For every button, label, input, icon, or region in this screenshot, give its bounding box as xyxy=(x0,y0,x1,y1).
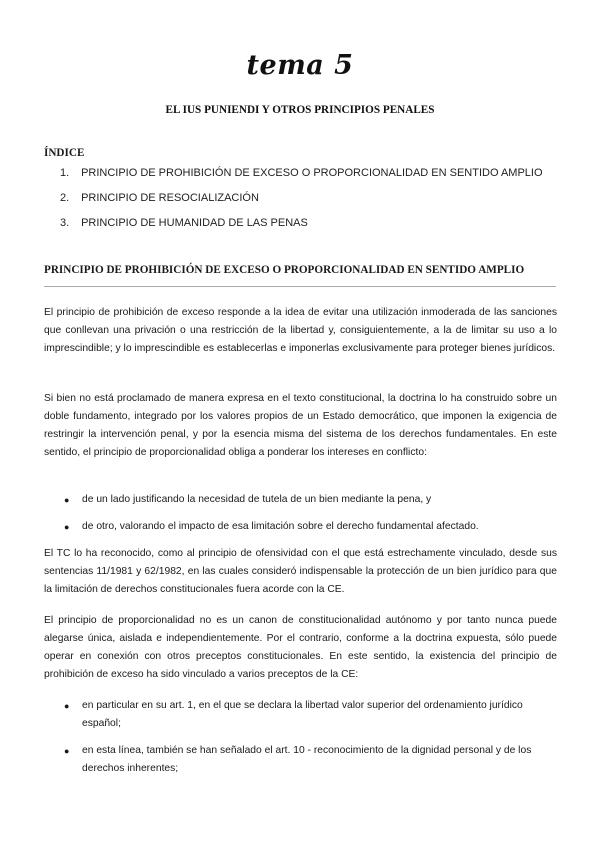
paragraph: El TC lo ha reconocido, como al principio de ofensividad con el que está estrechamente vinculado, desde sus sentencias 11/1981 y 62/1982, en las cuales consideró indispensable la protección de un bien jurídico para que la limitación de derechos constitucionales fuera acorde con la CE. xyxy=(44,548,557,595)
bullet-text: de otro, valorando el impacto de esa limitación sobre el derecho fundamental afectado. xyxy=(82,521,479,532)
paragraph: El principio de prohibición de exceso responde a la idea de evitar una utilización inmoderada de las sanciones que conllevan una privación o una restricción de la libertad y, consiguientemente, a la de limitar su uso a lo imprescindible; y lo imprescindible es establecerlas e imponerlas exclusivamente para proteger bienes jurídicos. xyxy=(44,307,557,354)
bullet-dot-icon: ● xyxy=(64,522,70,532)
toc-number: 3. xyxy=(60,217,70,229)
bullet-text: en esta línea, también se han señalado el art. 10 - reconocimiento de la dignidad personal y de los derechos inherentes; xyxy=(82,745,532,774)
bullet-item xyxy=(64,518,557,536)
heading-divider xyxy=(44,286,556,287)
table-of-contents xyxy=(60,167,560,242)
toc-item xyxy=(60,192,560,217)
topic-title: tema 5 xyxy=(246,50,354,81)
toc-number: 1. xyxy=(60,167,70,179)
toc-label: PRINCIPIO DE HUMANIDAD DE LAS PENAS xyxy=(81,217,308,229)
document-subtitle: EL IUS PUNIENDI Y OTROS PRINCIPIOS PENALES xyxy=(165,104,435,116)
bullet-dot-icon: ● xyxy=(64,701,70,711)
bullet-item xyxy=(64,697,557,733)
bullet-text: en particular en su art. 1, en el que se declara la libertad valor superior del ordenamiento jurídico español; xyxy=(82,700,523,729)
index-title: ÍNDICE xyxy=(44,147,85,159)
bullet-item xyxy=(64,742,557,778)
toc-label: PRINCIPIO DE RESOCIALIZACIÓN xyxy=(81,192,259,204)
toc-number: 2. xyxy=(60,192,70,204)
bullet-dot-icon: ● xyxy=(64,746,70,756)
toc-item xyxy=(60,167,560,192)
section-heading: PRINCIPIO DE PROHIBICIÓN DE EXCESO O PROPORCIONALIDAD EN SENTIDO AMPLIO xyxy=(44,264,525,276)
paragraph: Si bien no está proclamado de manera expresa en el texto constitucional, la doctrina lo ha construido sobre un doble fundamento, integrado por los valores propios de un Estado democrático, que imponen la exigencia de restringir la intervención penal, y por la esencia misma del sistema de los derechos fundamentales. En este sentido, el principio de proporcionalidad obliga a ponderar los intereses en conflicto: xyxy=(44,393,557,458)
toc-item xyxy=(60,217,560,242)
bullet-item xyxy=(64,491,557,509)
bullet-dot-icon: ● xyxy=(64,495,70,505)
toc-label: PRINCIPIO DE PROHIBICIÓN DE EXCESO O PROPORCIONALIDAD EN SENTIDO AMPLIO xyxy=(81,167,543,179)
bullet-text: de un lado justificando la necesidad de tutela de un bien mediante la pena, y xyxy=(82,494,432,505)
paragraph: El principio de proporcionalidad no es un canon de constitucionalidad autónomo y por tanto nunca puede alegarse única, aislada e independientemente. Por el contrario, conforme a la doctrina expuesta, sólo puede operar en conexión con otros preceptos constitucionales. En este sentido, la existencia del principio de prohibición de exceso ha sido vinculado a varios preceptos de la CE: xyxy=(44,615,557,680)
